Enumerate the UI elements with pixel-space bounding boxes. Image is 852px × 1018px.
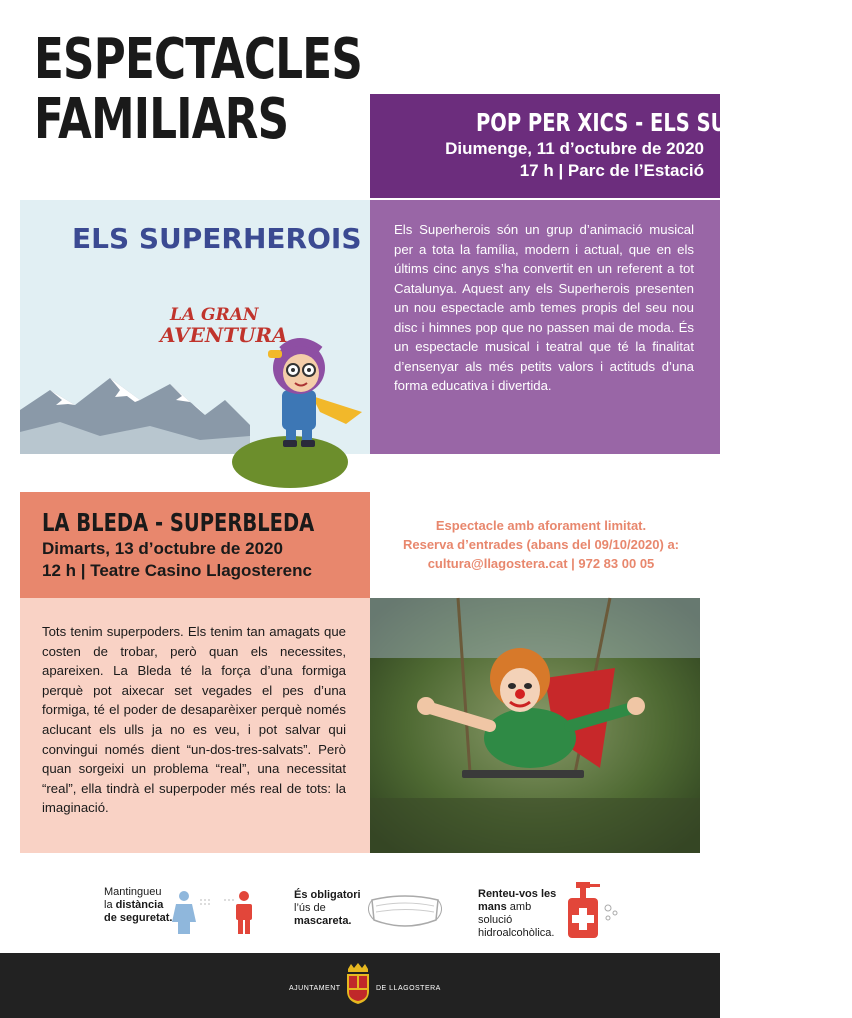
distance-notice-line1: Mantingueu [104, 886, 162, 898]
distance-icon [170, 890, 260, 939]
event1-time-place: 17 h | Parc de l’Estació [519, 161, 704, 180]
mask-notice-line3: mascareta. [294, 915, 352, 927]
footer-bar [0, 953, 720, 1018]
distance-notice-line2b: distància [115, 899, 164, 911]
event2-header [20, 492, 370, 598]
page-title [34, 27, 363, 152]
poster-illustration [20, 200, 370, 454]
hands-notice [478, 888, 568, 940]
footer-text-right: DE LLAGOSTERA [376, 985, 441, 992]
event2-description: Tots tenim superpoders. Els tenim tan amagats que costen de trobar, però quan els necessites, apareixen. La Bleda té la força d’una formiga perquè pot aixecar set vegades el pes d’una formiga, té el poder de desaparèixer perquè només aclucant els ulls ja no es veu, i pot salvar qui convingui només dient “un-dos-tres-salvats”. Però quan sorgeixi un problema “real”, una necessitat “real”, ella tindrà el superpoder més real de tots: la imaginació. [20, 598, 370, 853]
page-title-line2: FAMILIARS [34, 87, 289, 152]
distance-notice-line3: de seguretat. [104, 912, 173, 924]
poster-text-aventura: AVENTURA [160, 323, 288, 347]
hands-notice-line2b: amb solució [478, 901, 532, 926]
mask-notice-line1: És obligatori [294, 889, 361, 901]
event1-date: Diumenge, 11 d’octubre de 2020 [445, 139, 704, 158]
event1-description: Els Superherois són un grup d’animació musical per a tota la família, modern i actual, que en els últims cinc anys s’ha convertit en un referent a tot Catalunya. Aquest any els Superherois presenten un nou espectacle amb temes propis del seu nou disc i himnes pop que no passen mai de moda. És un espectacle musical i teatral que té la finalitat d’ensenyar als més petits valors i actituds d’una forma educativa i divertida. [370, 200, 720, 454]
superbleda-photo [370, 598, 700, 853]
mask-notice [294, 889, 374, 928]
mask-notice-line2: l’ús de [294, 902, 326, 914]
page-title-line1: ESPECTACLES [34, 27, 363, 92]
booking-line1: Espectacle amb aforament limitat. [435, 518, 647, 533]
hands-notice-line3: hidroalcohòlica. [478, 927, 555, 939]
event2-date: Dimarts, 13 d’octubre de 2020 [42, 539, 283, 558]
hands-notice-line2a: mans [478, 901, 507, 913]
event2-time-place: 12 h | Teatre Casino Llagosterenc [42, 561, 312, 580]
footer-text-left: AJUNTAMENT [289, 985, 341, 992]
event1-title: POP PER XICS - ELS SUPERHEROIS [475, 108, 852, 137]
distance-notice-line2a: la [104, 899, 116, 911]
booking-contact[interactable]: cultura@llagostera.cat | 972 83 00 05 [427, 556, 655, 571]
superherois-poster-image [20, 200, 370, 454]
event2-title: LA BLEDA - SUPERBLEDA [42, 508, 315, 537]
event1-header [370, 94, 852, 198]
poster-text-els: ELS SUPERHEROIS [72, 222, 362, 255]
booking-info [372, 516, 710, 573]
hands-notice-line1: Renteu-vos les [478, 888, 557, 900]
mask-icon [364, 890, 446, 937]
clown-photo-illustration [370, 598, 700, 853]
sanitizer-icon [562, 880, 624, 947]
booking-line2: Reserva d’entrades (abans del 09/10/2020) a: [402, 537, 680, 552]
llagostera-coat-of-arms-icon [345, 963, 371, 1010]
poster-text-la-gran: LA GRAN [170, 305, 259, 325]
